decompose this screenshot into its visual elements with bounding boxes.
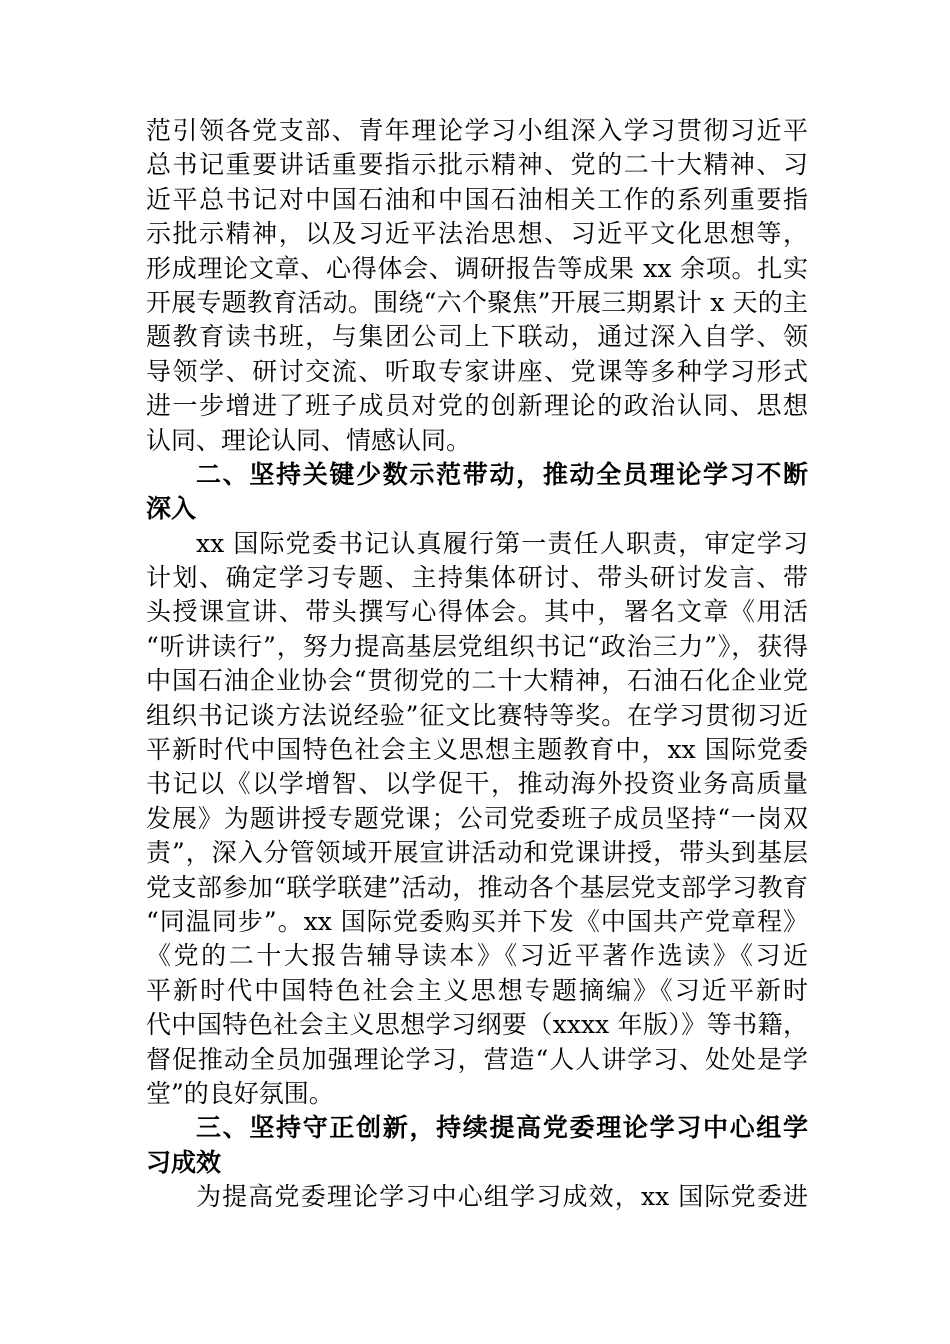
text-line: 范引领各党支部、青年理论学习小组深入学习贯彻习近平 (146, 116, 808, 145)
text-line: 为提高党委理论学习中心组学习成效，xx 国际党委进 (196, 1182, 808, 1212)
section-heading-3 (146, 1111, 808, 1180)
document-page (146, 114, 808, 1215)
text-line: 进一步增进了班子成员对党的创新理论的政治认同、思想 (146, 391, 808, 421)
text-line: 导领学、研讨交流、听取专家讲座、党课等多种学习形式 (146, 356, 808, 386)
text-line: 中国石油企业协会“贯彻党的二十大精神，石油石化企业党 (146, 666, 808, 696)
paragraph-central-group (146, 1180, 808, 1214)
heading-line: 习成效 (146, 1147, 222, 1177)
text-line: 示批示精神，以及习近平法治思想、习近平文化思想等， (146, 219, 808, 249)
paragraph-leadership-example (146, 527, 808, 1112)
text-line: xx 国际党委书记认真履行第一责任人职责，审定学习 (196, 528, 808, 558)
text-line: 近平总书记对中国石油和中国石油相关工作的系列重要指 (146, 184, 808, 214)
text-line: 书记以《以学增智、以学促干，推动海外投资业务高质量 (146, 769, 808, 799)
heading-line: 深入 (146, 494, 197, 524)
text-line: 《党的二十大报告辅导读本》《习近平著作选读》《习近 (146, 941, 808, 971)
paragraph-study-results (146, 114, 808, 458)
text-line: “同温同步”。xx 国际党委购买并下发《中国共产党章程》 (146, 906, 808, 936)
text-line: 开展专题教育活动。围绕“六个聚焦”开展三期累计 x 天的主 (146, 287, 808, 317)
text-line: 督促推动全员加强理论学习，营造“人人讲学习、处处是学 (146, 1044, 808, 1074)
text-line: 组织书记谈方法说经验”征文比赛特等奖。在学习贯彻习近 (146, 700, 808, 730)
text-line: 形成理论文章、心得体会、调研报告等成果 xx 余项。扎实 (146, 253, 808, 283)
text-line: 头授课宣讲、带头撰写心得体会。其中，署名文章《用活 (146, 597, 808, 627)
section-heading-2 (146, 458, 808, 527)
text-line: 平新时代中国特色社会主义思想主题教育中，xx 国际党委 (146, 735, 808, 765)
text-line: “听讲读行”，努力提高基层党组织书记“政治三力”》，获得 (146, 631, 808, 661)
heading-line: 二、坚持关键少数示范带动，推动全员理论学习不断 (196, 459, 808, 489)
text-line: 平新时代中国特色社会主义思想专题摘编》《习近平新时 (146, 975, 808, 1005)
text-line: 认同、理论认同、情感认同。 (146, 425, 472, 455)
text-line: 计划、确定学习专题、主持集体研讨、带头研讨发言、带 (146, 563, 808, 593)
text-line: 题教育读书班，与集团公司上下联动，通过深入自学、领 (146, 322, 808, 352)
heading-line: 三、坚持守正创新，持续提高党委理论学习中心组学 (196, 1113, 808, 1143)
text-line: 堂”的良好氛围。 (146, 1078, 334, 1108)
text-line: 党支部参加“联学联建”活动，推动各个基层党支部学习教育 (146, 872, 808, 902)
text-line: 责”，深入分管领域开展宣讲活动和党课讲授，带头到基层 (146, 838, 808, 868)
text-line: 总书记重要讲话重要指示批示精神、党的二十大精神、习 (146, 150, 808, 180)
text-line: 代中国特色社会主义思想学习纲要（xxxx 年版）》等书籍， (146, 1010, 808, 1040)
text-line: 发展》为题讲授专题党课；公司党委班子成员坚持“一岗双 (146, 803, 808, 833)
